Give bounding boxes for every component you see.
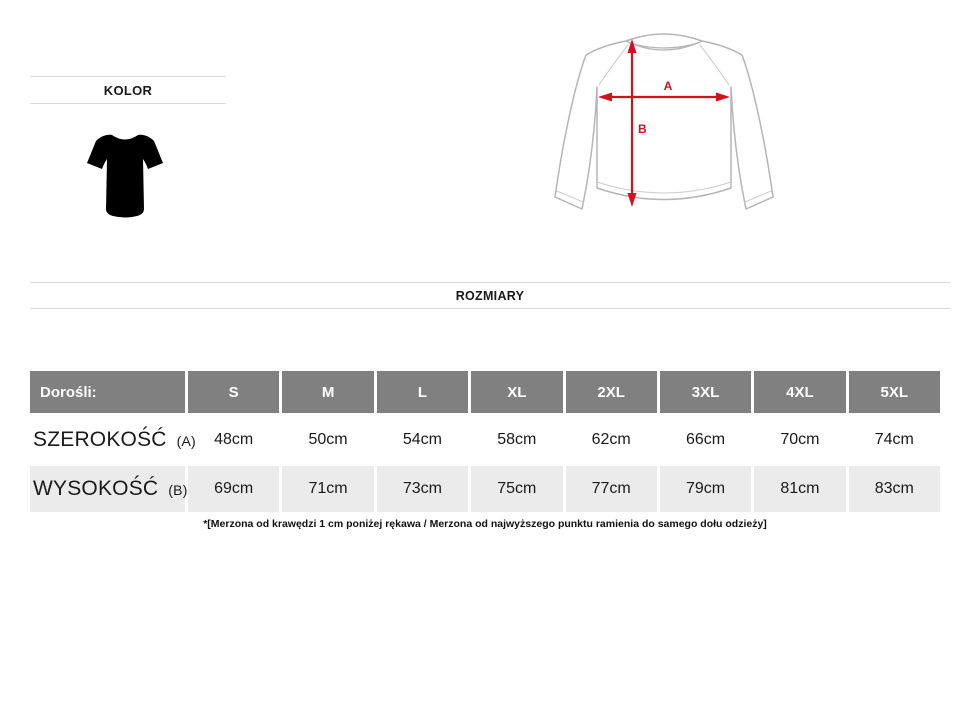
- height-l: 73cm: [377, 466, 468, 512]
- width-3xl: 66cm: [686, 430, 726, 448]
- kolor-section-header: [30, 76, 226, 104]
- measurement-footnote: *[Merzona od krawędzi 1 cm poniżej rękawa / Merzona od najwyższego punktu ramienia do samego dołu odzieży]: [203, 518, 767, 530]
- kolor-title: KOLOR: [103, 82, 153, 98]
- row-label-height-text: WYSOKOŚĆ: [33, 477, 159, 500]
- rozmiary-section-header: [30, 282, 950, 309]
- size-header-s: S: [188, 371, 279, 413]
- height-3xl: 79cm: [660, 466, 751, 512]
- height-4xl: 81cm: [754, 466, 845, 512]
- longsleeve-shirt-icon: [552, 25, 777, 220]
- row-label-width-marker: (A): [176, 432, 196, 449]
- table-corner-cell: Dorośli:: [30, 371, 185, 413]
- height-5xl: 83cm: [849, 466, 940, 512]
- width-l: 54cm: [402, 430, 442, 448]
- shirt-measurement-diagram: [552, 25, 777, 220]
- arrow-a-label: A: [663, 79, 673, 93]
- size-header-2xl: 2XL: [566, 371, 657, 413]
- arrow-b-bottom-head: [628, 193, 637, 207]
- row-label-width: [30, 417, 196, 462]
- size-header-5xl: 5XL: [849, 371, 940, 413]
- width-m: 50cm: [308, 430, 348, 448]
- width-s: 48cm: [214, 430, 254, 448]
- rozmiary-title: ROZMIARY: [455, 288, 525, 303]
- row-label-width-text: SZEROKOŚĆ: [33, 427, 167, 451]
- size-header-xl: XL: [471, 371, 562, 413]
- height-s: 69cm: [188, 466, 279, 512]
- row-label-height-marker: (B): [168, 482, 188, 498]
- width-2xl: 62cm: [591, 430, 631, 448]
- height-m: 71cm: [282, 466, 373, 512]
- size-header-l: L: [377, 371, 468, 413]
- size-header-3xl: 3XL: [660, 371, 751, 413]
- height-2xl: 77cm: [566, 466, 657, 512]
- color-swatch-black-tshirt[interactable]: [86, 129, 164, 221]
- width-4xl: 70cm: [780, 430, 820, 448]
- row-label-height: [30, 466, 188, 512]
- width-5xl: 74cm: [874, 430, 914, 448]
- arrow-b-label: B: [638, 122, 647, 136]
- tshirt-icon: [86, 129, 164, 221]
- width-xl: 58cm: [497, 430, 537, 448]
- tshirt-silhouette: [87, 135, 163, 218]
- size-header-4xl: 4XL: [754, 371, 845, 413]
- shirt-outline: [555, 34, 773, 209]
- size-table: [30, 371, 940, 512]
- height-xl: 75cm: [471, 466, 562, 512]
- size-header-m: M: [282, 371, 373, 413]
